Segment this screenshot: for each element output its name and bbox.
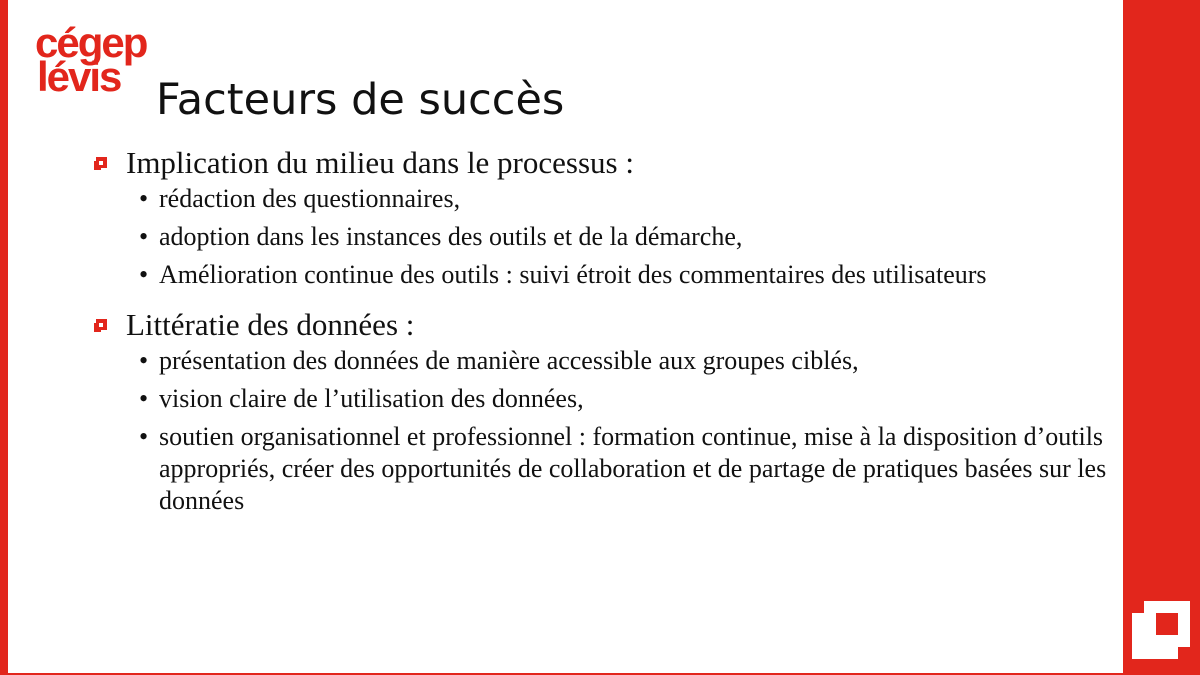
list-item <box>92 259 1112 291</box>
list-item-text: adoption dans les instances des outils et de la démarche, <box>159 222 743 251</box>
cegep-levis-logo <box>35 19 175 102</box>
right-brand-band <box>1123 0 1200 675</box>
list-item <box>92 421 1112 517</box>
list-item-text: Amélioration continue des outils : suivi étroit des commentaires des utilisateurs <box>159 260 987 289</box>
slide-content <box>92 143 1112 523</box>
bullet-dot: • <box>139 384 149 413</box>
logo-line-2: lévis <box>37 53 121 100</box>
left-accent-bar <box>0 0 8 675</box>
square-bullet-icon <box>94 319 107 332</box>
bullet-dot: • <box>139 346 149 375</box>
bullet-dot: • <box>139 422 149 451</box>
list-item-text: vision claire de l’utilisation des données, <box>159 384 584 413</box>
bullet-dot: • <box>139 184 149 213</box>
list-item <box>92 221 1112 253</box>
bullet-list <box>92 183 1112 291</box>
section-heading-text: Implication du milieu dans le processus : <box>126 145 634 180</box>
section-heading <box>92 143 1112 183</box>
bullet-list <box>92 345 1112 517</box>
list-item-text: présentation des données de manière accessible aux groupes ciblés, <box>159 346 859 375</box>
list-item-text: soutien organisationnel et professionnel : formation continue, mise à la disposition d’outils appropriés, créer des opportunités de collaboration et de partage de pratiques basées sur les données <box>159 422 1107 515</box>
brand-squares-icon <box>1132 601 1190 659</box>
list-item-text: rédaction des questionnaires, <box>159 184 461 213</box>
bullet-dot: • <box>139 260 149 289</box>
list-item <box>92 383 1112 415</box>
list-item <box>92 345 1112 377</box>
section-heading <box>92 305 1112 345</box>
section-heading-text: Littératie des données : <box>126 307 415 342</box>
slide-title: Facteurs de succès <box>156 75 565 125</box>
bullet-dot: • <box>139 222 149 251</box>
square-bullet-icon <box>94 157 107 170</box>
logo-line-1: cégep <box>35 19 147 66</box>
list-item <box>92 183 1112 215</box>
